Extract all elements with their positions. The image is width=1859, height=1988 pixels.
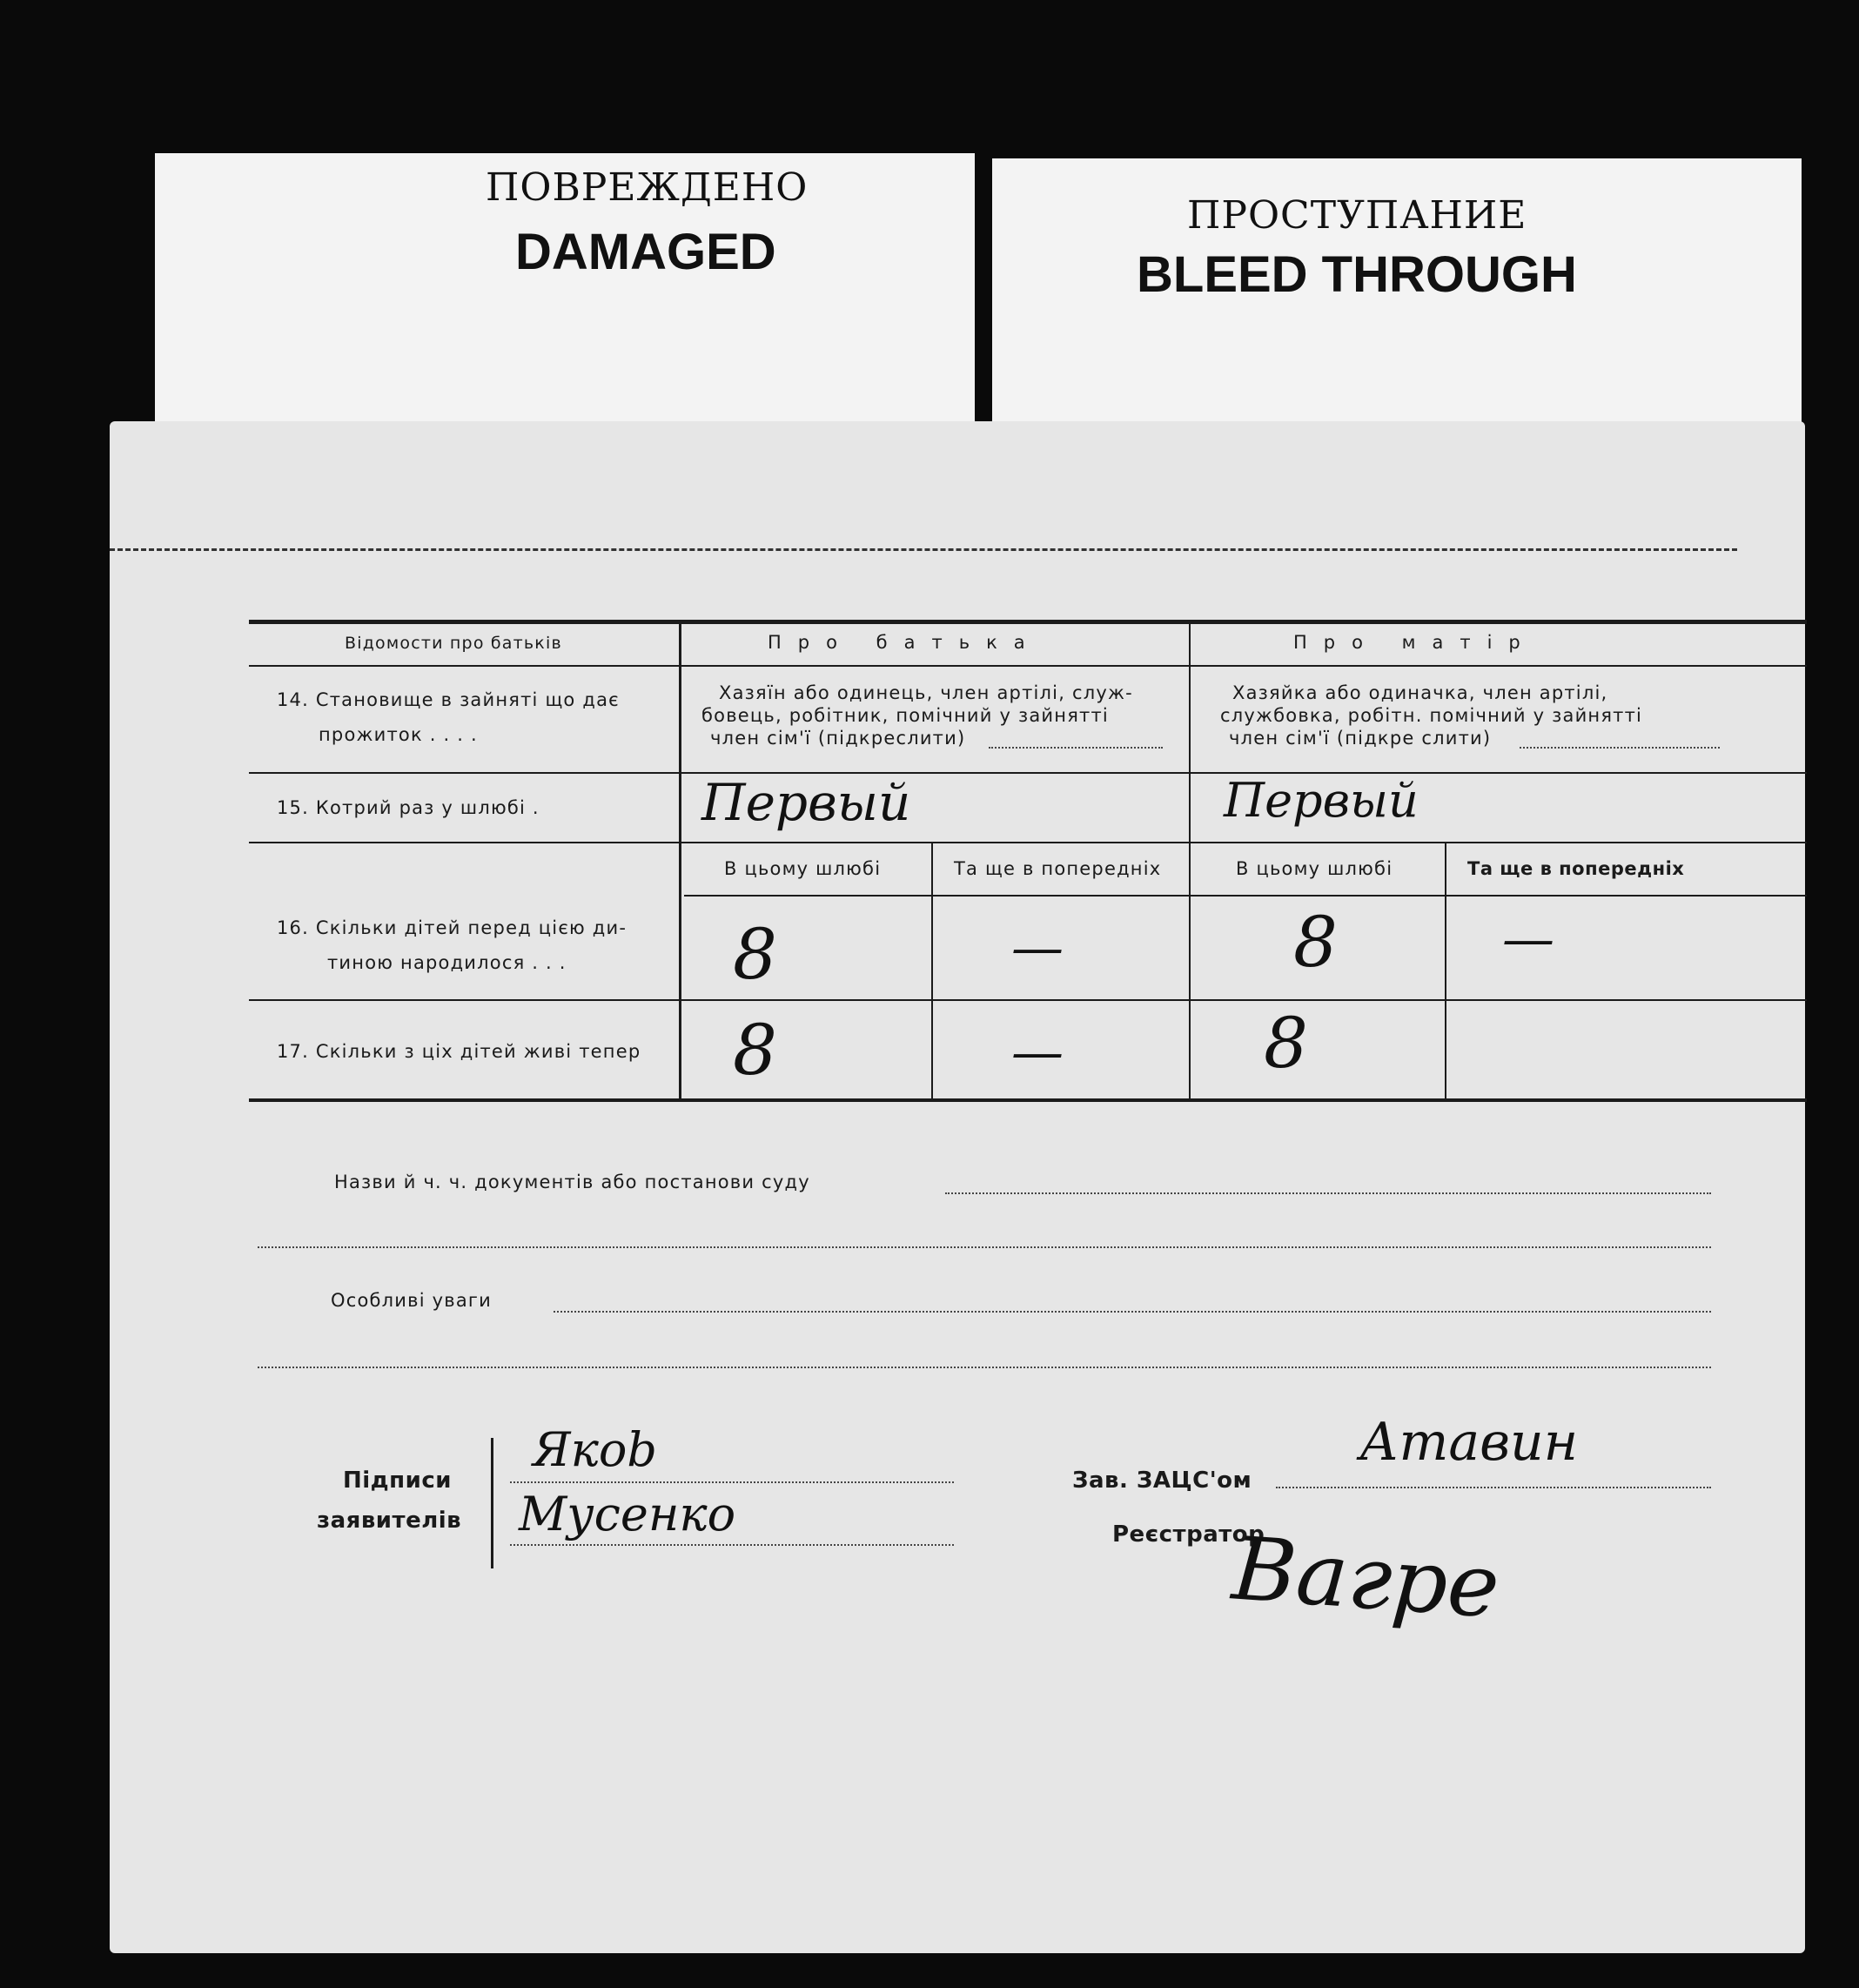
- row16-mother-this: 8: [1293, 902, 1338, 983]
- row14-mother-dots: [1520, 747, 1720, 749]
- notes-line-2: [258, 1367, 1711, 1368]
- damaged-card: [155, 153, 975, 423]
- col-divider-father-sub: [931, 842, 933, 1100]
- subheader-bottom-rule: [684, 895, 1807, 897]
- register-form-page: [110, 421, 1805, 1953]
- subheader-father-this: В цьому шлюбі: [724, 858, 882, 879]
- row15-label: 15. Котрий раз у шлюбі .: [277, 797, 540, 818]
- head-label: Зав. ЗАЦС'ом: [1072, 1467, 1252, 1494]
- row14-label-2: прожиток . . . .: [319, 724, 478, 745]
- bleed-label-en: BLEED THROUGH: [1137, 246, 1577, 303]
- row16-bottom-rule: [249, 999, 1807, 1001]
- row16-mother-prev: —: [1502, 909, 1554, 970]
- row16-label-1: 16. Скільки дітей перед цією ди-: [277, 917, 627, 938]
- sig-line-1: [510, 1481, 954, 1483]
- documents-line-1: [945, 1192, 1711, 1194]
- row14-mother-1: Хазяйка або одиначка, член артілі,: [1232, 682, 1608, 703]
- signatures-label-1: Підписи: [343, 1467, 452, 1494]
- head-sig-line: [1276, 1487, 1711, 1488]
- table-bottom-rule: [249, 1098, 1807, 1102]
- bleed-label-ru: ПРОСТУПАНИЕ: [1187, 193, 1527, 238]
- header-bottom-rule: [249, 665, 1807, 667]
- subheader-mother-this: В цьому шлюбі: [1236, 858, 1393, 879]
- row14-father-3: член сім'ї (підкреслити): [710, 728, 966, 749]
- row14-label-1: 14. Становище в зайняті що дає: [277, 689, 620, 710]
- row16-father-this: 8: [733, 914, 777, 995]
- row14-father-dots: [989, 747, 1163, 749]
- header-info: Відомости про батьків: [345, 634, 562, 653]
- row14-mother-3: член сім'ї (підкре слити): [1229, 728, 1492, 749]
- signatures-label-2: заявителів: [317, 1508, 462, 1534]
- row14-father-2: бовець, робітник, помічний у зайнятті: [701, 705, 1109, 726]
- row15-mother-value: Первый: [1224, 773, 1419, 828]
- subheader-mother-prev: Та ще в попередніх: [1467, 858, 1685, 879]
- notes-label: Особливі уваги: [331, 1290, 492, 1311]
- row16-father-prev: —: [1011, 917, 1064, 978]
- signatures-brace: [491, 1438, 493, 1568]
- documents-label: Назви й ч. ч. документів або постанови суду: [334, 1172, 810, 1192]
- table-top-rule: [249, 620, 1807, 624]
- damaged-label-en: DAMAGED: [515, 224, 776, 280]
- row14-mother-2: службовка, робітн. помічний у зайнятті: [1220, 705, 1643, 726]
- row17-father-prev: —: [1011, 1022, 1064, 1083]
- col-divider-mother-sub: [1445, 842, 1446, 1100]
- row14-bottom-rule: [249, 772, 1807, 774]
- row17-father-this: 8: [733, 1010, 777, 1091]
- documents-line-2: [258, 1246, 1711, 1248]
- row17-mother-this: 8: [1264, 1003, 1308, 1084]
- head-signature: Атавин: [1359, 1412, 1579, 1473]
- applicant-signature-1: Якоb: [533, 1422, 657, 1477]
- sig-line-2: [510, 1544, 954, 1546]
- perforation-line: [110, 548, 1737, 551]
- row17-label: 17. Скільки з ціх дітей живі тепер: [277, 1041, 641, 1062]
- header-father: Про батька: [768, 632, 1042, 653]
- col-divider-parents: [1189, 620, 1191, 1100]
- registrar-signature: Вагре: [1229, 1517, 1503, 1638]
- col-divider-info: [679, 620, 681, 1100]
- row16-label-2: тиною народилося . . .: [327, 952, 567, 973]
- row15-bottom-rule: [249, 842, 1807, 843]
- notes-line-1: [554, 1311, 1711, 1313]
- registrar-label: Реєстратор: [1112, 1521, 1265, 1548]
- row15-father-value: Первый: [701, 773, 911, 832]
- applicant-signature-2: Мусенко: [519, 1487, 736, 1541]
- damaged-label-ru: ПОВРЕЖДЕНО: [486, 165, 809, 210]
- header-mother: Про матір: [1293, 632, 1537, 653]
- bleed-through-card: [992, 158, 1802, 428]
- subheader-father-prev: Та ще в попередніх: [954, 858, 1162, 879]
- row14-father-1: Хазяїн або одинець, член артілі, служ-: [719, 682, 1133, 703]
